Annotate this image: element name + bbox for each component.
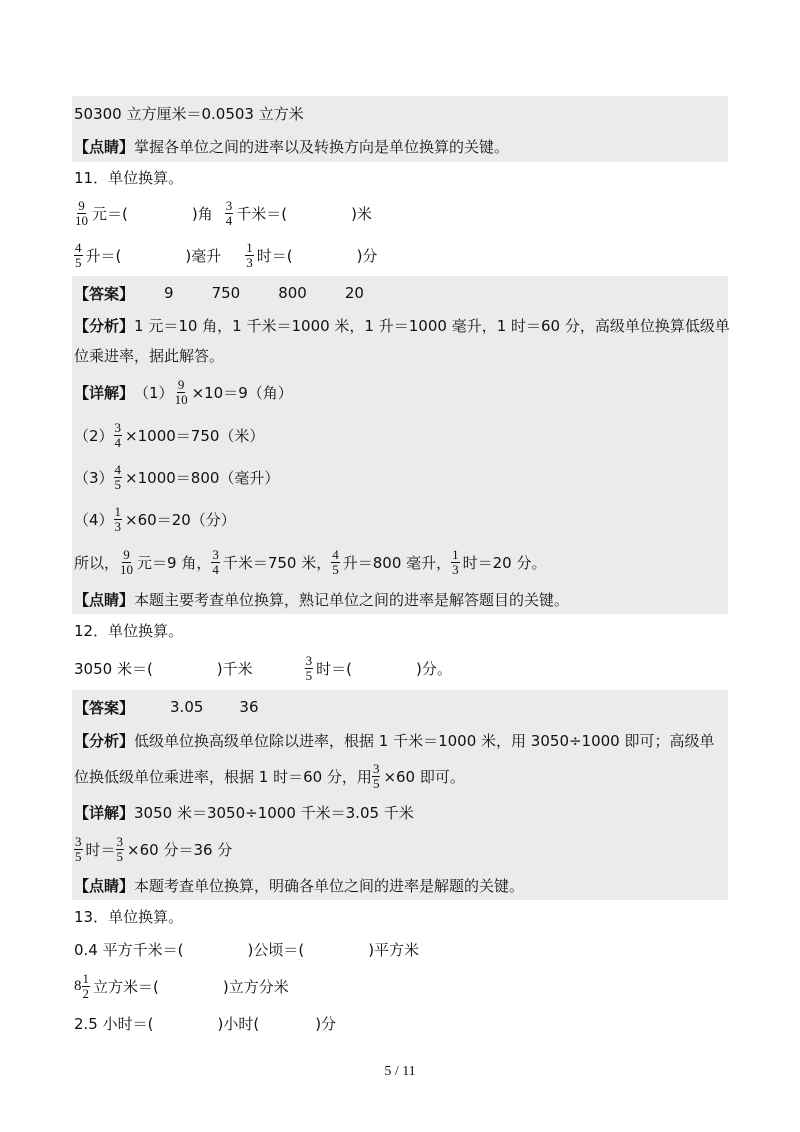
detail-text: 3050 米＝3050÷1000 千米＝3.05 千米 xyxy=(134,803,414,822)
q12-analysis-1 xyxy=(72,724,728,756)
text: )千米 xyxy=(216,659,253,678)
numerator: 3 xyxy=(372,760,380,776)
step-text: ×1000＝750（米） xyxy=(125,426,265,445)
fraction xyxy=(114,463,123,492)
fraction xyxy=(82,972,91,1001)
text: )米 xyxy=(351,204,372,223)
denominator: 5 xyxy=(332,561,339,577)
fraction xyxy=(245,241,254,270)
denominator: 4 xyxy=(225,212,233,228)
fraction xyxy=(331,548,340,577)
q12-title xyxy=(72,614,728,646)
step-text: ×10＝9（角） xyxy=(191,383,293,402)
mixed-integer: 8 xyxy=(74,977,82,994)
detail-text: ×60 分＝36 分 xyxy=(127,840,233,859)
q12-solution-block xyxy=(72,690,728,900)
q11-solution-block xyxy=(72,276,728,614)
denominator: 2 xyxy=(82,985,89,1001)
page-content xyxy=(72,96,728,1040)
q11-detail-3 xyxy=(72,456,728,498)
q13-title xyxy=(72,900,728,932)
text: )毫升 xyxy=(185,246,222,265)
numerator: 3 xyxy=(116,833,124,849)
detail-label: 【详解】 xyxy=(74,383,135,402)
text: 千米＝( xyxy=(236,204,288,223)
numerator: 3 xyxy=(225,197,233,213)
question-title: 12．单位换算。 xyxy=(74,621,184,640)
q13-row2 xyxy=(72,966,728,1006)
answer-value: 800 xyxy=(278,284,307,302)
text: )分 xyxy=(315,1014,337,1033)
q11-analysis-1 xyxy=(72,310,728,340)
fraction xyxy=(119,548,134,577)
q11-row2 xyxy=(72,234,728,276)
detail-text: 时＝ xyxy=(85,840,116,859)
q11-answer xyxy=(72,276,728,310)
step-text: ×1000＝800（毫升） xyxy=(125,468,280,487)
denominator: 5 xyxy=(75,254,82,270)
summary-text: 所以， xyxy=(74,553,120,572)
q11-analysis-2 xyxy=(72,340,728,370)
denominator: 10 xyxy=(75,212,88,228)
prev-dianjing xyxy=(72,130,728,162)
numerator: 9 xyxy=(177,376,185,392)
fraction xyxy=(114,421,123,450)
dianjing-label: 【点睛】 xyxy=(74,876,135,895)
text: )分。 xyxy=(416,659,452,678)
numerator: 1 xyxy=(246,239,253,255)
q11-detail-2 xyxy=(72,414,728,456)
dianjing-text: 本题考查单位换算，明确各单位之间的进率是解题的关键。 xyxy=(134,876,525,895)
fraction xyxy=(74,241,83,270)
answer-value: 9 xyxy=(164,284,174,302)
analysis-text: 位乘进率，据此解答。 xyxy=(74,346,225,365)
denominator: 5 xyxy=(114,476,122,492)
fraction xyxy=(116,835,125,864)
analysis-label: 【分析】 xyxy=(74,316,135,335)
denominator: 4 xyxy=(212,561,219,577)
prev-answer-text: 50300 立方厘米＝0.0503 立方米 xyxy=(74,104,304,123)
numerator: 3 xyxy=(114,419,122,435)
dianjing-text: 本题主要考查单位换算，熟记单位之间的进率是解答题目的关键。 xyxy=(134,590,570,609)
answer-label: 【答案】 xyxy=(74,698,135,717)
numerator: 4 xyxy=(75,239,82,255)
q11-detail-1 xyxy=(72,370,728,414)
q11-detail-4 xyxy=(72,498,728,540)
analysis-label: 【分析】 xyxy=(74,731,135,750)
fraction xyxy=(211,548,220,577)
numerator: 3 xyxy=(212,546,219,562)
denominator: 10 xyxy=(174,391,188,407)
step-number: （2） xyxy=(74,426,114,445)
dianjing-text: 掌握各单位之间的进率以及转换方向是单位换算的关键。 xyxy=(134,137,510,156)
text: )公顷＝( xyxy=(247,940,305,959)
fraction xyxy=(74,835,83,864)
answer-value: 3.05 xyxy=(170,698,204,716)
answer-value: 36 xyxy=(239,698,259,716)
denominator: 3 xyxy=(114,518,122,534)
denominator: 10 xyxy=(120,561,134,577)
analysis-text: 低级单位换高级单位除以进率，根据 1 千米＝1000 米，用 3050÷1000 即可；高级单 xyxy=(134,731,715,750)
fraction xyxy=(225,199,234,228)
numerator: 1 xyxy=(114,503,122,519)
text: 升＝( xyxy=(85,246,122,265)
denominator: 5 xyxy=(116,848,124,864)
text: )平方米 xyxy=(368,940,420,959)
q12-detail-2 xyxy=(72,828,728,870)
q13-row3 xyxy=(72,1006,728,1040)
fraction xyxy=(372,762,381,791)
summary-text: 千米＝750 米， xyxy=(222,553,332,572)
q13-row1 xyxy=(72,932,728,966)
question-title: 11．单位换算。 xyxy=(74,168,184,187)
summary-text: 升＝800 毫升， xyxy=(342,553,452,572)
q11-summary xyxy=(72,540,728,584)
text: )立方分米 xyxy=(222,977,289,996)
text: 元＝( xyxy=(92,204,128,223)
fraction xyxy=(305,654,314,683)
fraction xyxy=(74,199,89,228)
q12-detail-1 xyxy=(72,796,728,828)
dianjing-label: 【点睛】 xyxy=(74,137,135,156)
text: 0.4 平方千米＝( xyxy=(74,940,184,959)
text: 时＝( xyxy=(256,246,293,265)
denominator: 4 xyxy=(114,434,122,450)
numerator: 4 xyxy=(332,546,339,562)
fraction xyxy=(174,378,189,407)
q12-row1 xyxy=(72,646,728,690)
analysis-text: 位换低级单位乘进率，根据 1 时＝60 分，用 xyxy=(74,767,372,786)
numerator: 4 xyxy=(114,461,122,477)
text: 2.5 小时＝( xyxy=(74,1014,154,1033)
numerator: 1 xyxy=(452,546,459,562)
text: )小时( xyxy=(217,1014,260,1033)
numerator: 3 xyxy=(305,652,313,668)
text: )分 xyxy=(356,246,378,265)
dianjing-label: 【点睛】 xyxy=(74,590,135,609)
text: 时＝( xyxy=(316,659,353,678)
numerator: 1 xyxy=(82,970,89,986)
denominator: 5 xyxy=(305,667,313,683)
q12-dianjing xyxy=(72,870,728,900)
denominator: 5 xyxy=(372,775,380,791)
detail-label: 【详解】 xyxy=(74,803,135,822)
denominator: 3 xyxy=(452,561,459,577)
question-title: 13．单位换算。 xyxy=(74,907,184,926)
prev-answer-line xyxy=(72,96,728,130)
analysis-text: ×60 即可。 xyxy=(383,767,465,786)
q12-answer xyxy=(72,690,728,724)
numerator: 3 xyxy=(75,833,82,849)
q11-row1 xyxy=(72,192,728,234)
q11-title xyxy=(72,162,728,192)
summary-text: 元＝9 角， xyxy=(137,553,212,572)
numerator: 9 xyxy=(123,546,130,562)
q12-analysis-2 xyxy=(72,756,728,796)
text: )角 xyxy=(191,204,213,223)
text: 立方米＝( xyxy=(93,977,159,996)
denominator: 5 xyxy=(75,848,82,864)
summary-text: 时＝20 分。 xyxy=(462,553,547,572)
page-number: 5 / 11 xyxy=(384,1064,416,1079)
denominator: 3 xyxy=(246,254,253,270)
step-number: （3） xyxy=(74,468,114,487)
fraction xyxy=(114,505,123,534)
q11-dianjing xyxy=(72,584,728,614)
text: 3050 米＝( xyxy=(74,659,153,678)
answer-value: 750 xyxy=(211,284,241,302)
step-number: （4） xyxy=(74,510,114,529)
answer-label: 【答案】 xyxy=(74,284,135,303)
step-number: （1） xyxy=(134,383,174,402)
fraction xyxy=(451,548,460,577)
step-text: ×60＝20（分） xyxy=(125,510,236,529)
analysis-text: 1 元＝10 角，1 千米＝1000 米，1 升＝1000 毫升，1 时＝60 分，高级单位换算低级单 xyxy=(134,316,730,335)
answer-value: 20 xyxy=(344,284,364,302)
numerator: 9 xyxy=(78,197,85,213)
